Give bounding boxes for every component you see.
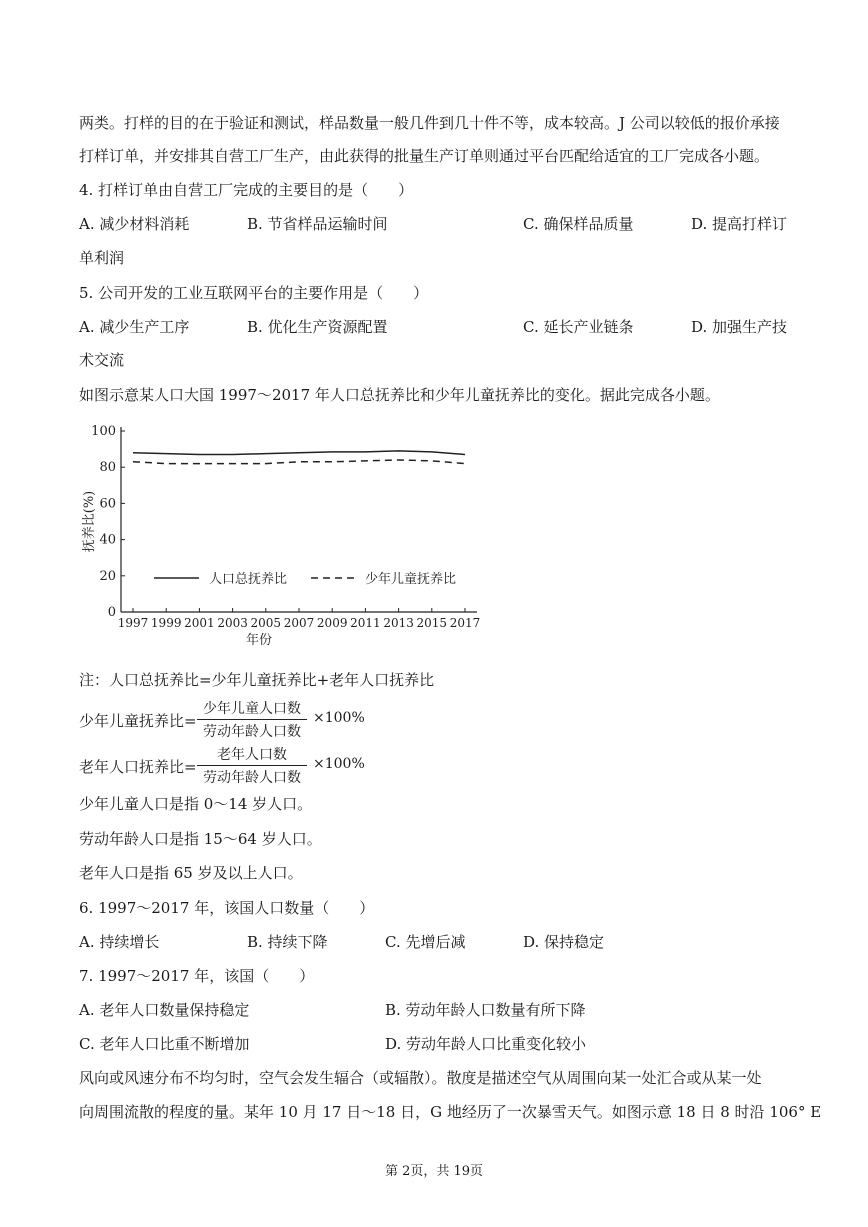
x-tick-label: 1997 <box>117 616 149 630</box>
option-5d: D. 加强生产技 <box>691 318 788 336</box>
question-5: 5. 公司开发的工业互联网平台的主要作用是（ ） <box>79 284 429 302</box>
x-tick-label: 2015 <box>416 616 448 630</box>
paragraph-line: 打样订单，并安排其自营工厂生产，由此获得的批量生产订单则通过平台匹配给适宜的工厂完成各小题。 <box>79 147 770 165</box>
x-tick-label: 2017 <box>449 616 481 630</box>
definition-line: 老年人口是指 65 岁及以上人口。 <box>79 864 303 882</box>
option-6c: C. 先增后减 <box>385 933 466 951</box>
y-tick-label: 40 <box>99 532 116 548</box>
legend-label: 人口总抚养比 <box>209 572 288 587</box>
option-5b: B. 优化生产资源配置 <box>247 318 388 336</box>
x-tick-label: 2009 <box>316 616 348 630</box>
option-5a: A. 减少生产工序 <box>79 318 190 336</box>
question-7: 7. 1997～2017 年，该国（ ） <box>79 967 315 985</box>
x-axis-label: 年份 <box>245 633 273 648</box>
option-4c: C. 确保样品质量 <box>523 215 634 233</box>
paragraph-line: 两类。打样的目的在于验证和测试，样品数量一般几件到几十件不等，成本较高。J 公司以较低的报价承接 <box>79 114 780 132</box>
option-7b: B. 劳动年龄人口数量有所下降 <box>385 1001 586 1019</box>
option-4a: A. 减少材料消耗 <box>79 215 190 233</box>
series-line <box>133 460 465 464</box>
note-line: 注：人口总抚养比=少年儿童抚养比+老年人口抚养比 <box>79 671 435 689</box>
definition-line: 少年儿童人口是指 0～14 岁人口。 <box>79 795 313 813</box>
x-tick-label: 2003 <box>217 616 248 630</box>
y-tick-label: 0 <box>107 605 116 620</box>
x-tick-label: 2007 <box>283 616 315 630</box>
x-tick-label: 2013 <box>383 616 414 630</box>
series-line <box>133 451 465 455</box>
page-footer: 第 2页，共 19页 <box>384 1164 484 1179</box>
option-5c: C. 延长产业链条 <box>523 318 634 336</box>
formula-denominator: 劳动年龄人口数 <box>203 770 301 786</box>
formula-label: 少年儿童抚养比= <box>79 712 197 730</box>
question-6: 6. 1997～2017 年，该国人口数量（ ） <box>79 899 375 917</box>
x-tick-label: 2005 <box>250 616 282 630</box>
formula-multiplier: ×100% <box>313 756 365 772</box>
fraction-bar <box>197 765 307 766</box>
x-tick-label: 2001 <box>184 616 215 630</box>
formula-multiplier: ×100% <box>313 710 365 726</box>
formula-numerator: 老年人口数 <box>217 747 287 763</box>
formula-denominator: 劳动年龄人口数 <box>203 724 301 740</box>
paragraph-line: 风向或风速分布不均匀时，空气会发生辐合（或辐散）。散度是描述空气从周围向某一处汇合或从某一处 <box>79 1069 762 1087</box>
option-4b: B. 节省样品运输时间 <box>247 215 388 233</box>
dependency-ratio-chart <box>79 418 499 658</box>
legend-label: 少年儿童抚养比 <box>365 572 457 587</box>
paragraph-line: 向周围流散的程度的量。某年 10 月 17 日～18 日，G 地经历了一次暴雪天气。如图示意 18 日 8 时沿 106° E <box>79 1103 822 1121</box>
x-tick-label: 2011 <box>350 616 381 630</box>
option-5d-cont: 术交流 <box>79 351 125 369</box>
y-tick-label: 60 <box>99 496 116 512</box>
option-7a: A. 老年人口数量保持稳定 <box>79 1001 250 1019</box>
option-6a: A. 持续增长 <box>79 933 160 951</box>
fraction-bar <box>197 719 307 720</box>
option-6b: B. 持续下降 <box>247 933 328 951</box>
y-axis-label: 抚养比(%) <box>82 490 97 553</box>
y-tick-label: 100 <box>91 424 116 439</box>
option-7c: C. 老年人口比重不断增加 <box>79 1035 250 1053</box>
chart-intro: 如图示意某人口大国 1997～2017 年人口总抚养比和少年儿童抚养比的变化。据此完成各小题。 <box>79 386 720 404</box>
y-tick-label: 80 <box>99 460 116 476</box>
definition-line: 劳动年龄人口是指 15～64 岁人口。 <box>79 830 322 848</box>
option-6d: D. 保持稳定 <box>523 933 605 951</box>
option-4d: D. 提高打样订 <box>691 215 788 233</box>
y-tick-label: 20 <box>99 568 116 584</box>
option-4d-cont: 单利润 <box>79 249 125 267</box>
question-4: 4. 打样订单由自营工厂完成的主要目的是（ ） <box>79 181 414 199</box>
formula-numerator: 少年儿童人口数 <box>203 701 301 717</box>
formula-label: 老年人口抚养比= <box>79 758 197 776</box>
x-tick-label: 1999 <box>150 616 182 630</box>
option-7d: D. 劳动年龄人口比重变化较小 <box>385 1035 587 1053</box>
